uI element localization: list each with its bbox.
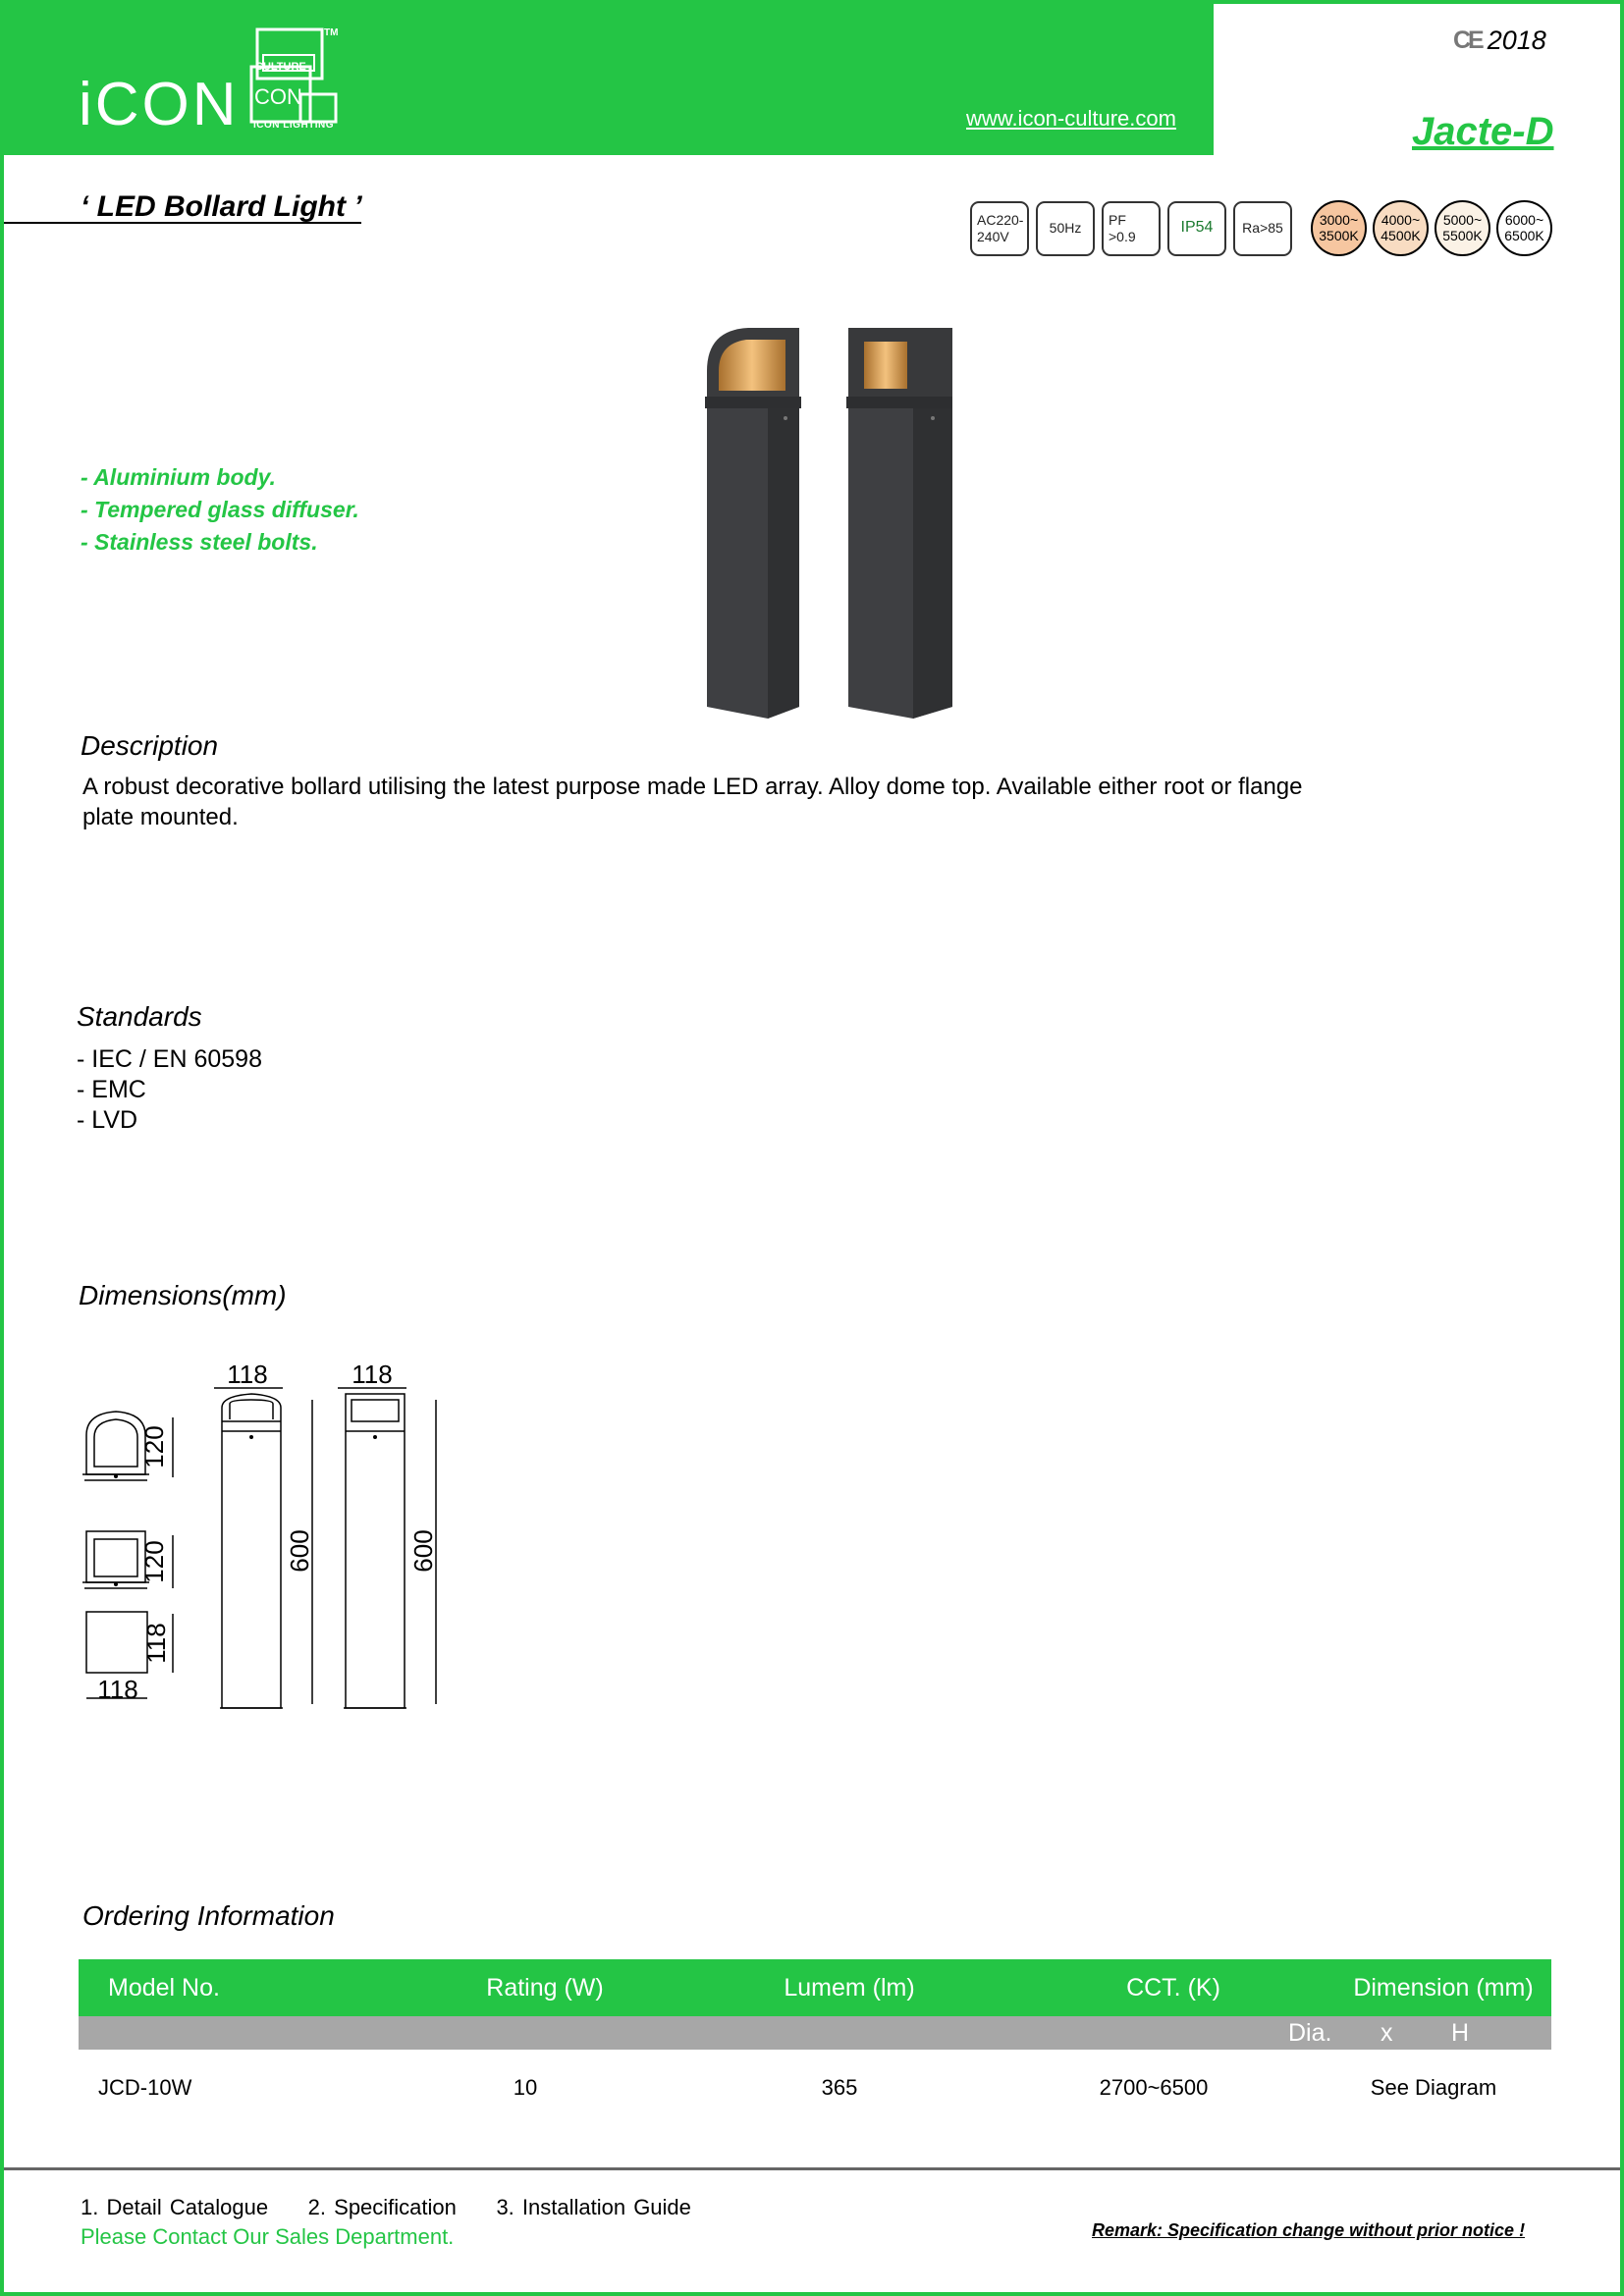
standards-list [77,1044,262,1136]
voltage-badge: AC220- 240V [970,201,1029,256]
standards-title: Standards [77,1001,202,1032]
feature-list [81,461,359,559]
table-row [79,2050,1551,2126]
year-label: 2018 [1487,26,1546,55]
standard-item: - IEC / EN 60598 [77,1045,262,1073]
footer-divider [4,2167,1624,2170]
model-name: Jacte-D [1412,110,1554,153]
description-text: A robust decorative bollard utilising the latest purpose made LED array. Alloy dome top. Available either root or flange plate mounted. [82,774,1303,830]
spec-badges [970,200,1552,256]
ordering-table [79,1959,1551,2126]
sub-dia: Dia. [1288,2019,1332,2047]
cri-badge: Ra>85 [1233,201,1292,256]
cell-lumen: 365 [821,2075,858,2100]
dim-base-side: 118 [141,1623,171,1664]
logo-text-con: CON [254,84,302,109]
table-header [79,1959,1551,2016]
col-dimension: Dimension (mm) [1353,1973,1534,2002]
dim-head-square: 120 [139,1540,169,1583]
product-photo [691,320,966,724]
website-link[interactable]: www.icon-culture.com [966,106,1176,131]
feature-item: - Stainless steel bolts. [81,529,318,555]
dome-bollard [705,328,801,719]
sub-x: x [1380,2019,1393,2047]
cell-dimension: See Diagram [1370,2075,1497,2100]
description-title: Description [81,730,219,761]
ordering-title: Ordering Information [82,1900,335,1931]
col-model: Model No. [108,1973,220,2002]
cell-model: JCD-10W [98,2075,192,2100]
ce-year [1453,26,1546,56]
col-rating: Rating (W) [486,1973,604,2002]
standard-item: - EMC [77,1076,146,1103]
ip-rating-badge: IP54 [1167,201,1226,256]
dim-height-b: 600 [408,1529,438,1573]
dim-width-a: 118 [227,1360,268,1389]
footer-contact: Please Contact Our Sales Department. [81,2224,455,2249]
cct-badge-6000: 6000~ 6500K [1496,200,1552,256]
remark-note: Remark: Specification change without prior notice ! [1092,2220,1526,2240]
feature-item: - Aluminium body. [81,464,276,490]
logo-subtitle: ICON LIGHTING [253,120,335,131]
frequency-badge: 50Hz [1036,201,1095,256]
ce-mark-icon: CE [1453,27,1482,54]
col-cct: CCT. (K) [1126,1973,1220,2002]
dim-base-bottom: 118 [97,1675,138,1704]
logo-trademark: TM [324,27,339,38]
square-bollard [846,328,952,719]
dim-height-a: 600 [285,1529,314,1573]
feature-item: - Tempered glass diffuser. [81,497,359,522]
cct-badge-3000: 3000~ 3500K [1311,200,1367,256]
logo-text-culture: CULTURE [255,61,306,73]
dimensions-title: Dimensions(mm) [79,1280,287,1310]
footer-doc-links[interactable]: 1. Detail Catalogue 2. Specification 3. Installation Guide [81,2195,691,2219]
table-subheader [79,2016,1551,2050]
power-factor-badge: PF >0.9 [1102,201,1161,256]
dim-width-b: 118 [352,1360,393,1389]
brand-wordmark: iCON [79,71,240,138]
col-lumen: Lumem (lm) [784,1973,915,2002]
dim-head-dome: 120 [139,1425,169,1468]
title-underline [4,222,361,224]
product-title: ‘ LED Bollard Light ’ [81,190,362,223]
cell-rating: 10 [513,2075,538,2100]
standard-item: - LVD [77,1106,138,1134]
cell-cct: 2700~6500 [1099,2075,1209,2100]
sub-h: H [1451,2019,1470,2047]
cct-badge-5000: 5000~ 5500K [1435,200,1490,256]
cct-badge-4000: 4000~ 4500K [1373,200,1429,256]
dimension-drawing [73,1355,465,1718]
